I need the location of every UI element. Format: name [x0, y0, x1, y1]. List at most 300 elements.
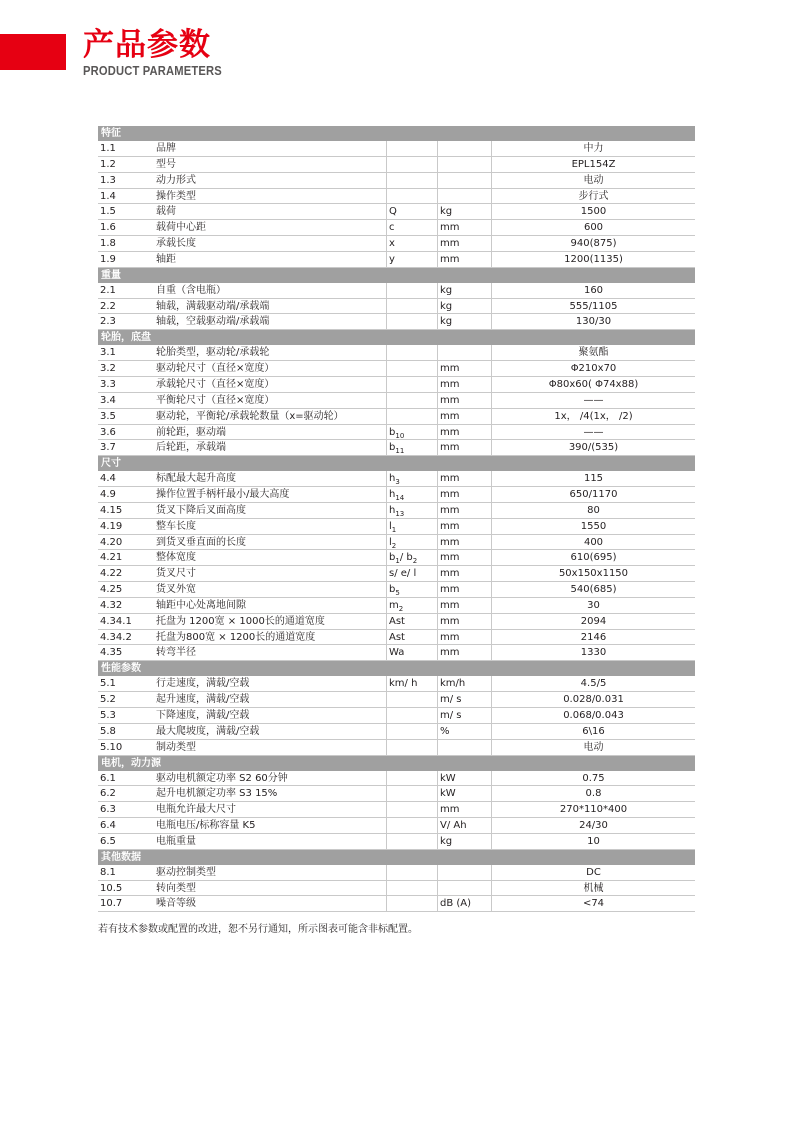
item-symbol	[386, 283, 437, 298]
item-name: 下降速度，满载/空载	[156, 710, 250, 721]
item-unit: mm	[437, 598, 491, 613]
table-row	[98, 440, 695, 456]
item-value: 0.028/0.031	[491, 692, 695, 707]
item-unit: mm	[437, 582, 491, 597]
item-unit: m/ s	[437, 692, 491, 707]
item-value: 步行式	[491, 189, 695, 204]
item-symbol	[386, 425, 437, 440]
table-row	[98, 550, 695, 566]
item-value: 160	[491, 283, 695, 298]
item-name: 噪音等级	[156, 898, 196, 910]
item-name: 承载长度	[156, 238, 196, 250]
item-unit: mm	[437, 802, 491, 817]
item-name: 驱动电机额定功率 S2 60分钟	[156, 772, 288, 784]
table-row	[98, 740, 695, 756]
symbol-subscript: 5	[395, 589, 400, 597]
item-unit: mm	[437, 440, 491, 455]
item-symbol	[386, 393, 437, 408]
item-name: 轮胎类型，驱动轮/承载轮	[156, 347, 270, 359]
symbol-text: l	[389, 536, 392, 548]
item-name: 转弯半径	[156, 647, 196, 659]
table-row	[98, 834, 695, 850]
item-number: 6.2	[100, 788, 116, 800]
item-value: 机械	[491, 881, 695, 896]
item-name: 前轮距，驱动端	[156, 426, 226, 438]
item-symbol	[386, 189, 437, 204]
item-symbol	[386, 299, 437, 314]
symbol-text: l	[389, 520, 392, 532]
page-title: 产品参数	[83, 27, 211, 63]
item-name: 货叉尺寸	[156, 568, 196, 580]
item-value: 130/30	[491, 314, 695, 329]
table-row	[98, 393, 695, 409]
item-unit: mm	[437, 393, 491, 408]
item-unit: mm	[437, 614, 491, 629]
table-row	[98, 141, 695, 157]
table-row	[98, 487, 695, 503]
symbol-subscript: 13	[395, 509, 405, 518]
item-value: ——	[491, 425, 695, 440]
item-number: 10.7	[100, 898, 123, 910]
item-unit: kg	[437, 834, 491, 849]
item-unit: mm	[437, 409, 491, 424]
table-row	[98, 283, 695, 299]
item-symbol	[386, 582, 437, 597]
item-symbol	[386, 503, 437, 518]
item-unit	[437, 740, 491, 755]
item-symbol	[386, 519, 437, 534]
item-symbol	[386, 361, 437, 376]
item-number: 5.8	[100, 725, 116, 737]
item-value: 电动	[491, 740, 695, 755]
item-value: 115	[491, 471, 695, 486]
symbol-text: Ast	[389, 615, 405, 627]
item-name: 整体宽度	[156, 552, 196, 564]
item-value: 0.75	[491, 771, 695, 786]
item-symbol	[386, 471, 437, 486]
item-name: 货叉外宽	[156, 584, 196, 596]
item-symbol	[386, 236, 437, 251]
symbol-text: Q	[389, 206, 397, 218]
table-row	[98, 630, 695, 646]
table-row	[98, 896, 695, 912]
item-number: 4.4	[100, 473, 116, 485]
item-unit: kW	[437, 771, 491, 786]
item-symbol	[386, 345, 437, 360]
item-unit: mm	[437, 252, 491, 267]
item-name: 后轮距，承载端	[156, 442, 226, 454]
item-value: 4.5/5	[491, 676, 695, 691]
item-unit: mm	[437, 519, 491, 534]
item-number: 1.4	[100, 190, 116, 202]
item-number: 4.21	[100, 552, 123, 564]
item-name: 动力形式	[156, 174, 196, 186]
item-unit	[437, 345, 491, 360]
item-number: 5.10	[100, 741, 123, 753]
item-unit: m/ s	[437, 708, 491, 723]
symbol-text: s/ e/ l	[389, 568, 417, 580]
item-value: ——	[491, 393, 695, 408]
table-row	[98, 236, 695, 252]
item-symbol	[386, 377, 437, 392]
item-value: 中力	[491, 141, 695, 156]
item-name: 载荷中心距	[156, 222, 206, 234]
item-number: 4.34.2	[100, 631, 132, 643]
table-row	[98, 409, 695, 425]
symbol-text-2: / b	[399, 552, 413, 564]
item-value: 270*110*400	[491, 802, 695, 817]
item-value: <74	[491, 896, 695, 911]
table-row	[98, 598, 695, 614]
item-symbol	[386, 818, 437, 833]
item-symbol	[386, 802, 437, 817]
item-name: 标配最大起升高度	[156, 473, 236, 485]
symbol-text: c	[389, 222, 395, 234]
item-value: 390/(535)	[491, 440, 695, 455]
item-unit: mm	[437, 550, 491, 565]
item-symbol	[386, 645, 437, 660]
item-number: 4.25	[100, 584, 123, 596]
table-row	[98, 771, 695, 787]
item-name: 轴距中心处离地间隙	[156, 599, 246, 611]
item-name: 电瓶允许最大尺寸	[156, 804, 236, 816]
item-value: EPL154Z	[491, 157, 695, 172]
item-value: Φ210x70	[491, 361, 695, 376]
symbol-text: km/ h	[389, 678, 418, 690]
table-row	[98, 881, 695, 897]
table-row	[98, 566, 695, 582]
item-symbol	[386, 440, 437, 455]
table-row	[98, 425, 695, 441]
item-number: 3.5	[100, 410, 116, 422]
symbol-subscript: 1	[395, 557, 400, 566]
symbol-subscript: 2	[398, 604, 404, 613]
item-number: 4.22	[100, 568, 123, 580]
item-number: 6.4	[100, 820, 116, 832]
item-name: 起升电机额定功率 S3 15%	[156, 788, 278, 800]
item-symbol	[386, 535, 437, 550]
symbol-text: y	[389, 253, 395, 265]
item-number: 1.6	[100, 222, 116, 234]
item-unit	[437, 141, 491, 156]
item-name: 托盘为 1200宽 × 1000长的通道宽度	[156, 615, 325, 627]
item-symbol	[386, 740, 437, 755]
item-value: 1330	[491, 645, 695, 660]
item-name: 承载轮尺寸（直径×宽度）	[156, 378, 275, 390]
table-row	[98, 377, 695, 393]
item-symbol	[386, 409, 437, 424]
item-name: 载荷	[156, 206, 176, 218]
item-name: 到货叉垂直面的长度	[156, 536, 246, 548]
item-name: 自重（含电瓶）	[156, 284, 226, 296]
item-value: 1550	[491, 519, 695, 534]
item-number: 1.2	[100, 158, 116, 170]
symbol-subscript: 3	[395, 478, 400, 487]
item-symbol	[386, 252, 437, 267]
table-row	[98, 802, 695, 818]
footnote: 若有技术参数或配置的改进，恕不另行通知，所示图表可能含非标配置。	[98, 924, 418, 935]
item-number: 4.15	[100, 504, 123, 516]
table-row	[98, 865, 695, 881]
symbol-text: h	[389, 489, 396, 501]
item-unit: mm	[437, 236, 491, 251]
item-symbol	[386, 157, 437, 172]
item-value: Φ80x60( Φ74x88)	[491, 377, 695, 392]
item-value: 6\16	[491, 724, 695, 739]
table-row	[98, 299, 695, 315]
table-row	[98, 314, 695, 330]
item-name: 驱动控制类型	[156, 866, 216, 878]
item-unit: kg	[437, 299, 491, 314]
item-symbol	[386, 487, 437, 502]
symbol-subscript: 1	[391, 525, 397, 534]
item-unit: mm	[437, 645, 491, 660]
item-name: 制动类型	[156, 741, 196, 753]
item-number: 2.1	[100, 284, 116, 296]
section-header: 轮胎，底盘	[98, 330, 695, 345]
item-value: 400	[491, 535, 695, 550]
item-symbol	[386, 550, 437, 565]
symbol-subscript: 11	[395, 447, 405, 456]
item-unit	[437, 865, 491, 880]
item-number: 6.1	[100, 772, 116, 784]
item-number: 4.20	[100, 536, 123, 548]
item-symbol	[386, 614, 437, 629]
item-value: 555/1105	[491, 299, 695, 314]
item-unit: mm	[437, 220, 491, 235]
item-unit	[437, 189, 491, 204]
item-unit: kW	[437, 786, 491, 801]
item-symbol	[386, 896, 437, 911]
item-number: 1.8	[100, 238, 116, 250]
item-value: 1200(1135)	[491, 252, 695, 267]
table-row	[98, 786, 695, 802]
item-value: 50x150x1150	[491, 566, 695, 581]
table-row	[98, 471, 695, 487]
item-value: 聚氨酯	[491, 345, 695, 360]
symbol-text: Ast	[389, 631, 405, 643]
item-symbol	[386, 708, 437, 723]
item-value: 0.8	[491, 786, 695, 801]
item-unit	[437, 881, 491, 896]
item-unit: kg	[437, 204, 491, 219]
item-name: 整车长度	[156, 520, 196, 532]
item-unit: mm	[437, 361, 491, 376]
symbol-text: x	[389, 238, 395, 250]
item-number: 1.1	[100, 143, 116, 154]
symbol-text: b	[389, 552, 396, 564]
item-symbol	[386, 204, 437, 219]
table-row	[98, 724, 695, 740]
table-row	[98, 645, 695, 661]
item-name: 电瓶重量	[156, 835, 196, 847]
item-unit: V/ Ah	[437, 818, 491, 833]
item-unit: kg	[437, 314, 491, 329]
item-name: 起升速度，满载/空载	[156, 694, 250, 706]
item-value: 电动	[491, 173, 695, 188]
item-value: DC	[491, 865, 695, 880]
symbol-subscript-2: 2	[412, 557, 418, 566]
item-number: 5.3	[100, 710, 116, 721]
item-name: 操作类型	[156, 190, 196, 202]
symbol-subscript: 2	[391, 541, 397, 550]
item-name: 轴载，满载驱动端/承载端	[156, 300, 270, 312]
item-unit: mm	[437, 535, 491, 550]
item-unit: mm	[437, 487, 491, 502]
item-number: 10.5	[100, 882, 123, 894]
item-number: 4.34.1	[100, 615, 132, 627]
item-value: 1x， /4(1x， /2)	[491, 409, 695, 424]
item-symbol	[386, 630, 437, 645]
item-value: 2094	[491, 614, 695, 629]
header-accent-bar	[0, 34, 66, 70]
item-name: 最大爬坡度，满载/空载	[156, 725, 260, 737]
item-symbol	[386, 692, 437, 707]
table-row	[98, 503, 695, 519]
item-number: 3.1	[100, 347, 116, 359]
table-row	[98, 708, 695, 724]
item-symbol	[386, 834, 437, 849]
item-number: 8.1	[100, 866, 116, 878]
symbol-text: h	[389, 473, 396, 485]
item-unit: mm	[437, 503, 491, 518]
table-row	[98, 582, 695, 598]
table-row	[98, 173, 695, 189]
item-number: 3.4	[100, 394, 116, 406]
item-unit: kg	[437, 283, 491, 298]
item-number: 3.7	[100, 442, 116, 454]
item-number: 3.3	[100, 378, 116, 390]
symbol-subscript: 10	[395, 431, 405, 440]
section-header: 其他数据	[98, 850, 695, 865]
item-number: 1.9	[100, 253, 116, 265]
item-name: 轴载，空载驱动端/承载端	[156, 316, 270, 328]
item-number: 5.1	[100, 678, 116, 690]
table-row	[98, 614, 695, 630]
section-header: 电机，动力源	[98, 756, 695, 771]
item-number: 2.2	[100, 300, 116, 312]
table-row	[98, 519, 695, 535]
item-symbol	[386, 598, 437, 613]
table-row	[98, 692, 695, 708]
symbol-subscript: 14	[395, 494, 405, 502]
item-number: 4.19	[100, 520, 123, 532]
table-row	[98, 818, 695, 834]
item-symbol	[386, 676, 437, 691]
symbol-text: Wa	[389, 647, 405, 659]
item-number: 4.9	[100, 489, 116, 501]
item-unit: km/h	[437, 676, 491, 691]
section-header: 性能参数	[98, 661, 695, 676]
item-unit: %	[437, 724, 491, 739]
item-number: 3.6	[100, 426, 116, 438]
item-value: 1500	[491, 204, 695, 219]
symbol-text: b	[389, 442, 396, 454]
symbol-text: b	[389, 426, 396, 438]
item-value: 0.068/0.043	[491, 708, 695, 723]
symbol-text: h	[389, 504, 396, 516]
symbol-text: m	[389, 599, 399, 611]
item-value: 540(685)	[491, 582, 695, 597]
item-name: 操作位置手柄杆最小/最大高度	[156, 489, 290, 501]
item-symbol	[386, 865, 437, 880]
item-symbol	[386, 566, 437, 581]
item-value: 2146	[491, 630, 695, 645]
item-unit	[437, 157, 491, 172]
item-unit: dB (A)	[437, 896, 491, 911]
table-row	[98, 157, 695, 173]
spec-table	[98, 126, 695, 912]
page-subtitle: PRODUCT PARAMETERS	[83, 63, 222, 78]
item-unit: mm	[437, 425, 491, 440]
item-symbol	[386, 173, 437, 188]
table-row	[98, 252, 695, 268]
item-symbol	[386, 786, 437, 801]
item-name: 货叉下降后叉面高度	[156, 504, 246, 516]
item-symbol	[386, 881, 437, 896]
table-row	[98, 361, 695, 377]
item-symbol	[386, 724, 437, 739]
item-name: 驱动轮尺寸（直径×宽度）	[156, 363, 275, 375]
item-name: 行走速度，满载/空载	[156, 678, 250, 690]
item-number: 2.3	[100, 316, 116, 328]
item-unit: mm	[437, 471, 491, 486]
item-symbol	[386, 141, 437, 156]
item-value: 24/30	[491, 818, 695, 833]
item-unit: mm	[437, 566, 491, 581]
item-number: 1.5	[100, 206, 116, 218]
section-header: 特征	[98, 126, 695, 141]
item-number: 1.3	[100, 174, 116, 186]
item-name: 轴距	[156, 253, 176, 265]
item-number: 4.35	[100, 647, 123, 659]
item-symbol	[386, 771, 437, 786]
table-row	[98, 204, 695, 220]
item-unit: mm	[437, 377, 491, 392]
item-name: 品牌	[156, 143, 176, 154]
item-number: 6.5	[100, 835, 116, 847]
table-row	[98, 220, 695, 236]
item-number: 4.32	[100, 599, 123, 611]
item-name: 驱动轮，平衡轮/承载轮数量（x=驱动轮）	[156, 410, 344, 422]
item-number: 3.2	[100, 363, 116, 375]
item-name: 托盘为800宽 × 1200长的通道宽度	[156, 631, 316, 643]
item-number: 6.3	[100, 804, 116, 816]
section-header: 重量	[98, 268, 695, 283]
item-name: 电瓶电压/标称容量 K5	[156, 820, 256, 832]
item-name: 型号	[156, 158, 176, 170]
item-name: 转向类型	[156, 882, 196, 894]
table-row	[98, 676, 695, 692]
item-value: 650/1170	[491, 487, 695, 502]
symbol-text: b	[389, 584, 396, 596]
item-value: 30	[491, 598, 695, 613]
item-value: 600	[491, 220, 695, 235]
item-number: 5.2	[100, 694, 116, 706]
item-name: 平衡轮尺寸（直径×宽度）	[156, 394, 275, 406]
item-symbol	[386, 314, 437, 329]
section-header: 尺寸	[98, 456, 695, 471]
item-value: 940(875)	[491, 236, 695, 251]
table-row	[98, 345, 695, 361]
item-unit: mm	[437, 630, 491, 645]
item-symbol	[386, 220, 437, 235]
table-row	[98, 535, 695, 551]
item-unit	[437, 173, 491, 188]
item-value: 10	[491, 834, 695, 849]
table-row	[98, 189, 695, 205]
item-value: 80	[491, 503, 695, 518]
